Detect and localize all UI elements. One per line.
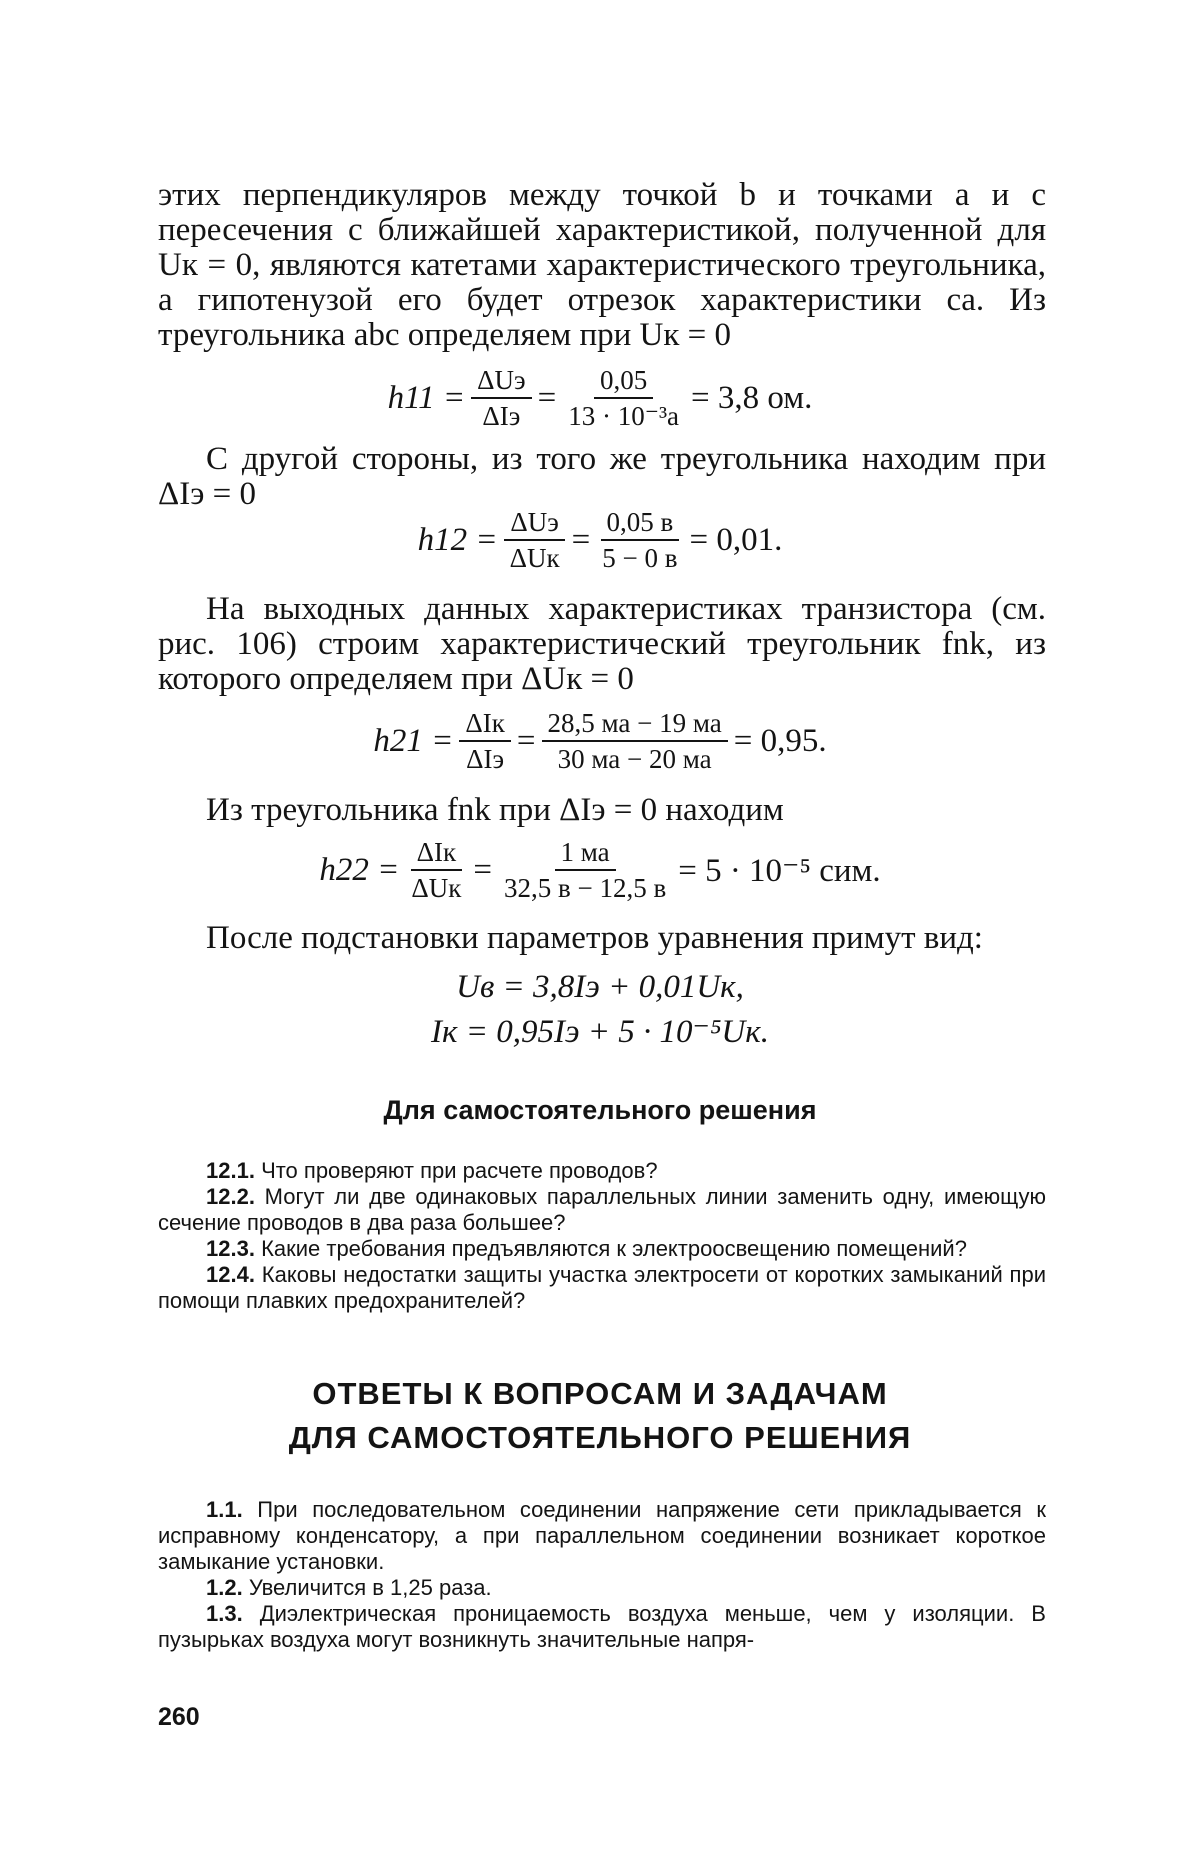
- equals-sign: =: [537, 379, 557, 416]
- formula-h22-den-2: 32,5 в − 12,5 в: [503, 873, 667, 903]
- answer-text: При последовательном соединении напряжение сети прикладывается к исправному конденсатору, а при параллельном соединении возникает короткое замыкание установки.: [158, 1497, 1046, 1574]
- formula-h12-den-2: 5 − 0 в: [602, 543, 678, 573]
- formula-h11-den-2: 13 · 10⁻³a: [568, 401, 680, 431]
- question-text: Каковы недостатки защиты участка электросети от коротких замыканий при помощи плавких предохранителей?: [158, 1262, 1046, 1313]
- formula-h11-num-1: ΔUэ: [471, 364, 531, 399]
- formula-h22-result: = 5 · 10⁻⁵ сим.: [678, 853, 881, 889]
- answer-item: [158, 1601, 1046, 1653]
- formula-h12-num-2: 0,05 в: [601, 506, 680, 541]
- formula-h12-num-1: ΔUэ: [504, 506, 564, 541]
- paragraph-4: Из треугольника fnk при ΔIэ = 0 находим: [206, 792, 784, 828]
- formula-h12-den-1: ΔUк: [509, 543, 560, 573]
- question-item: [158, 1262, 1046, 1314]
- formula-h22-den-1: ΔUк: [411, 873, 462, 903]
- questions-list: [158, 1158, 1046, 1314]
- answers-list: [158, 1497, 1046, 1653]
- answer-item: [158, 1575, 1046, 1601]
- formula-h22-fraction-2: [498, 836, 672, 904]
- formula-h11-fraction-1: [471, 364, 531, 432]
- formula-h12-fraction-2: [596, 506, 683, 574]
- formula-h21-num-2: 28,5 ма − 19 ма: [542, 707, 728, 742]
- answer-number: 1.2.: [206, 1575, 243, 1600]
- answer-text: Увеличится в 1,25 раза.: [248, 1575, 492, 1600]
- formula-h21-result: = 0,95.: [733, 722, 827, 759]
- equals-sign: =: [473, 851, 492, 888]
- paragraph-1: этих перпендикуляров между точкой b и точками a и c пересечения с ближайшей характеристикой, полученной для Uк = 0, являются катетами характеристического треугольника, а гипотенузой его будет отрезок характеристики ca. Из треугольника abc определяем при Uк = 0: [158, 177, 1046, 353]
- formula-h11-den-1: ΔIэ: [482, 401, 521, 431]
- formula-h22: [0, 835, 1200, 905]
- answer-number: 1.1.: [206, 1497, 243, 1522]
- question-item: [158, 1158, 1046, 1184]
- self-study-heading: Для самостоятельного решения: [383, 1095, 817, 1125]
- formula-h22-fraction-1: [405, 836, 467, 904]
- formula-h22-num-2: 1 ма: [555, 836, 616, 871]
- answer-number: 1.3.: [206, 1601, 243, 1626]
- formula-h11: [0, 363, 1200, 433]
- page-number: 260: [158, 1703, 200, 1731]
- formula-h22-num-1: ΔIк: [411, 836, 462, 871]
- paragraph-2: С другой стороны, из того же треугольника находим при ΔIэ = 0: [158, 441, 1046, 512]
- equals-sign: =: [516, 722, 536, 759]
- formula-h21-num-1: ΔIк: [459, 707, 510, 742]
- formula-h12: [0, 505, 1200, 575]
- question-number: 12.4.: [206, 1262, 255, 1287]
- question-number: 12.2.: [206, 1184, 255, 1209]
- formula-h11-result: = 3,8 ом.: [691, 379, 813, 416]
- paragraph-5: После подстановки параметров уравнения примут вид:: [206, 920, 983, 956]
- paragraph-3: На выходных данных характеристиках транзистора (см. рис. 106) строим характеристический треугольник fnk, из которого определяем при ΔUк = 0: [158, 591, 1046, 697]
- answer-text: Диэлектрическая проницаемость воздуха меньше, чем у изоляции. В пузырьках воздуха могут возникнуть значительные напря-: [158, 1601, 1046, 1652]
- equals-sign: =: [571, 521, 591, 558]
- question-text: Могут ли две одинаковых параллельных линии заменить одну, имеющую сечение проводов в два раза большее?: [158, 1184, 1046, 1235]
- question-item: [158, 1184, 1046, 1236]
- equation-2: Iк = 0,95Iэ + 5 · 10⁻⁵Uк.: [431, 1014, 769, 1050]
- formula-h22-lhs: h22 =: [319, 851, 400, 888]
- answers-heading-line-1: ОТВЕТЫ К ВОПРОСАМ И ЗАДАЧАМ: [312, 1376, 888, 1411]
- answers-heading-line-2: ДЛЯ САМОСТОЯТЕЛЬНОГО РЕШЕНИЯ: [288, 1420, 912, 1455]
- question-item: [158, 1236, 1046, 1262]
- equation-1: Uв = 3,8Iэ + 0,01Uк,: [456, 969, 744, 1005]
- question-number: 12.3.: [206, 1236, 255, 1261]
- formula-h12-fraction-1: [504, 506, 566, 574]
- question-text: Какие требования предъявляются к электроосвещению помещений?: [261, 1236, 967, 1261]
- formula-h11-fraction-2: [562, 364, 685, 432]
- formula-h12-lhs: h12 =: [417, 521, 498, 558]
- formula-h11-lhs: h11 =: [387, 379, 466, 416]
- formula-h21-fraction-2: [542, 707, 728, 775]
- formula-h21-lhs: h21 =: [373, 722, 454, 759]
- formula-h21-fraction-1: [459, 707, 510, 775]
- formula-h12-result: = 0,01.: [689, 521, 783, 558]
- formula-h21-den-1: ΔIэ: [466, 744, 505, 774]
- formula-h21-den-2: 30 ма − 20 ма: [557, 744, 712, 774]
- answer-item: [158, 1497, 1046, 1575]
- formula-h21: [0, 706, 1200, 776]
- question-text: Что проверяют при расчете проводов?: [261, 1158, 658, 1183]
- question-number: 12.1.: [206, 1158, 255, 1183]
- formula-h11-num-2: 0,05: [594, 364, 653, 399]
